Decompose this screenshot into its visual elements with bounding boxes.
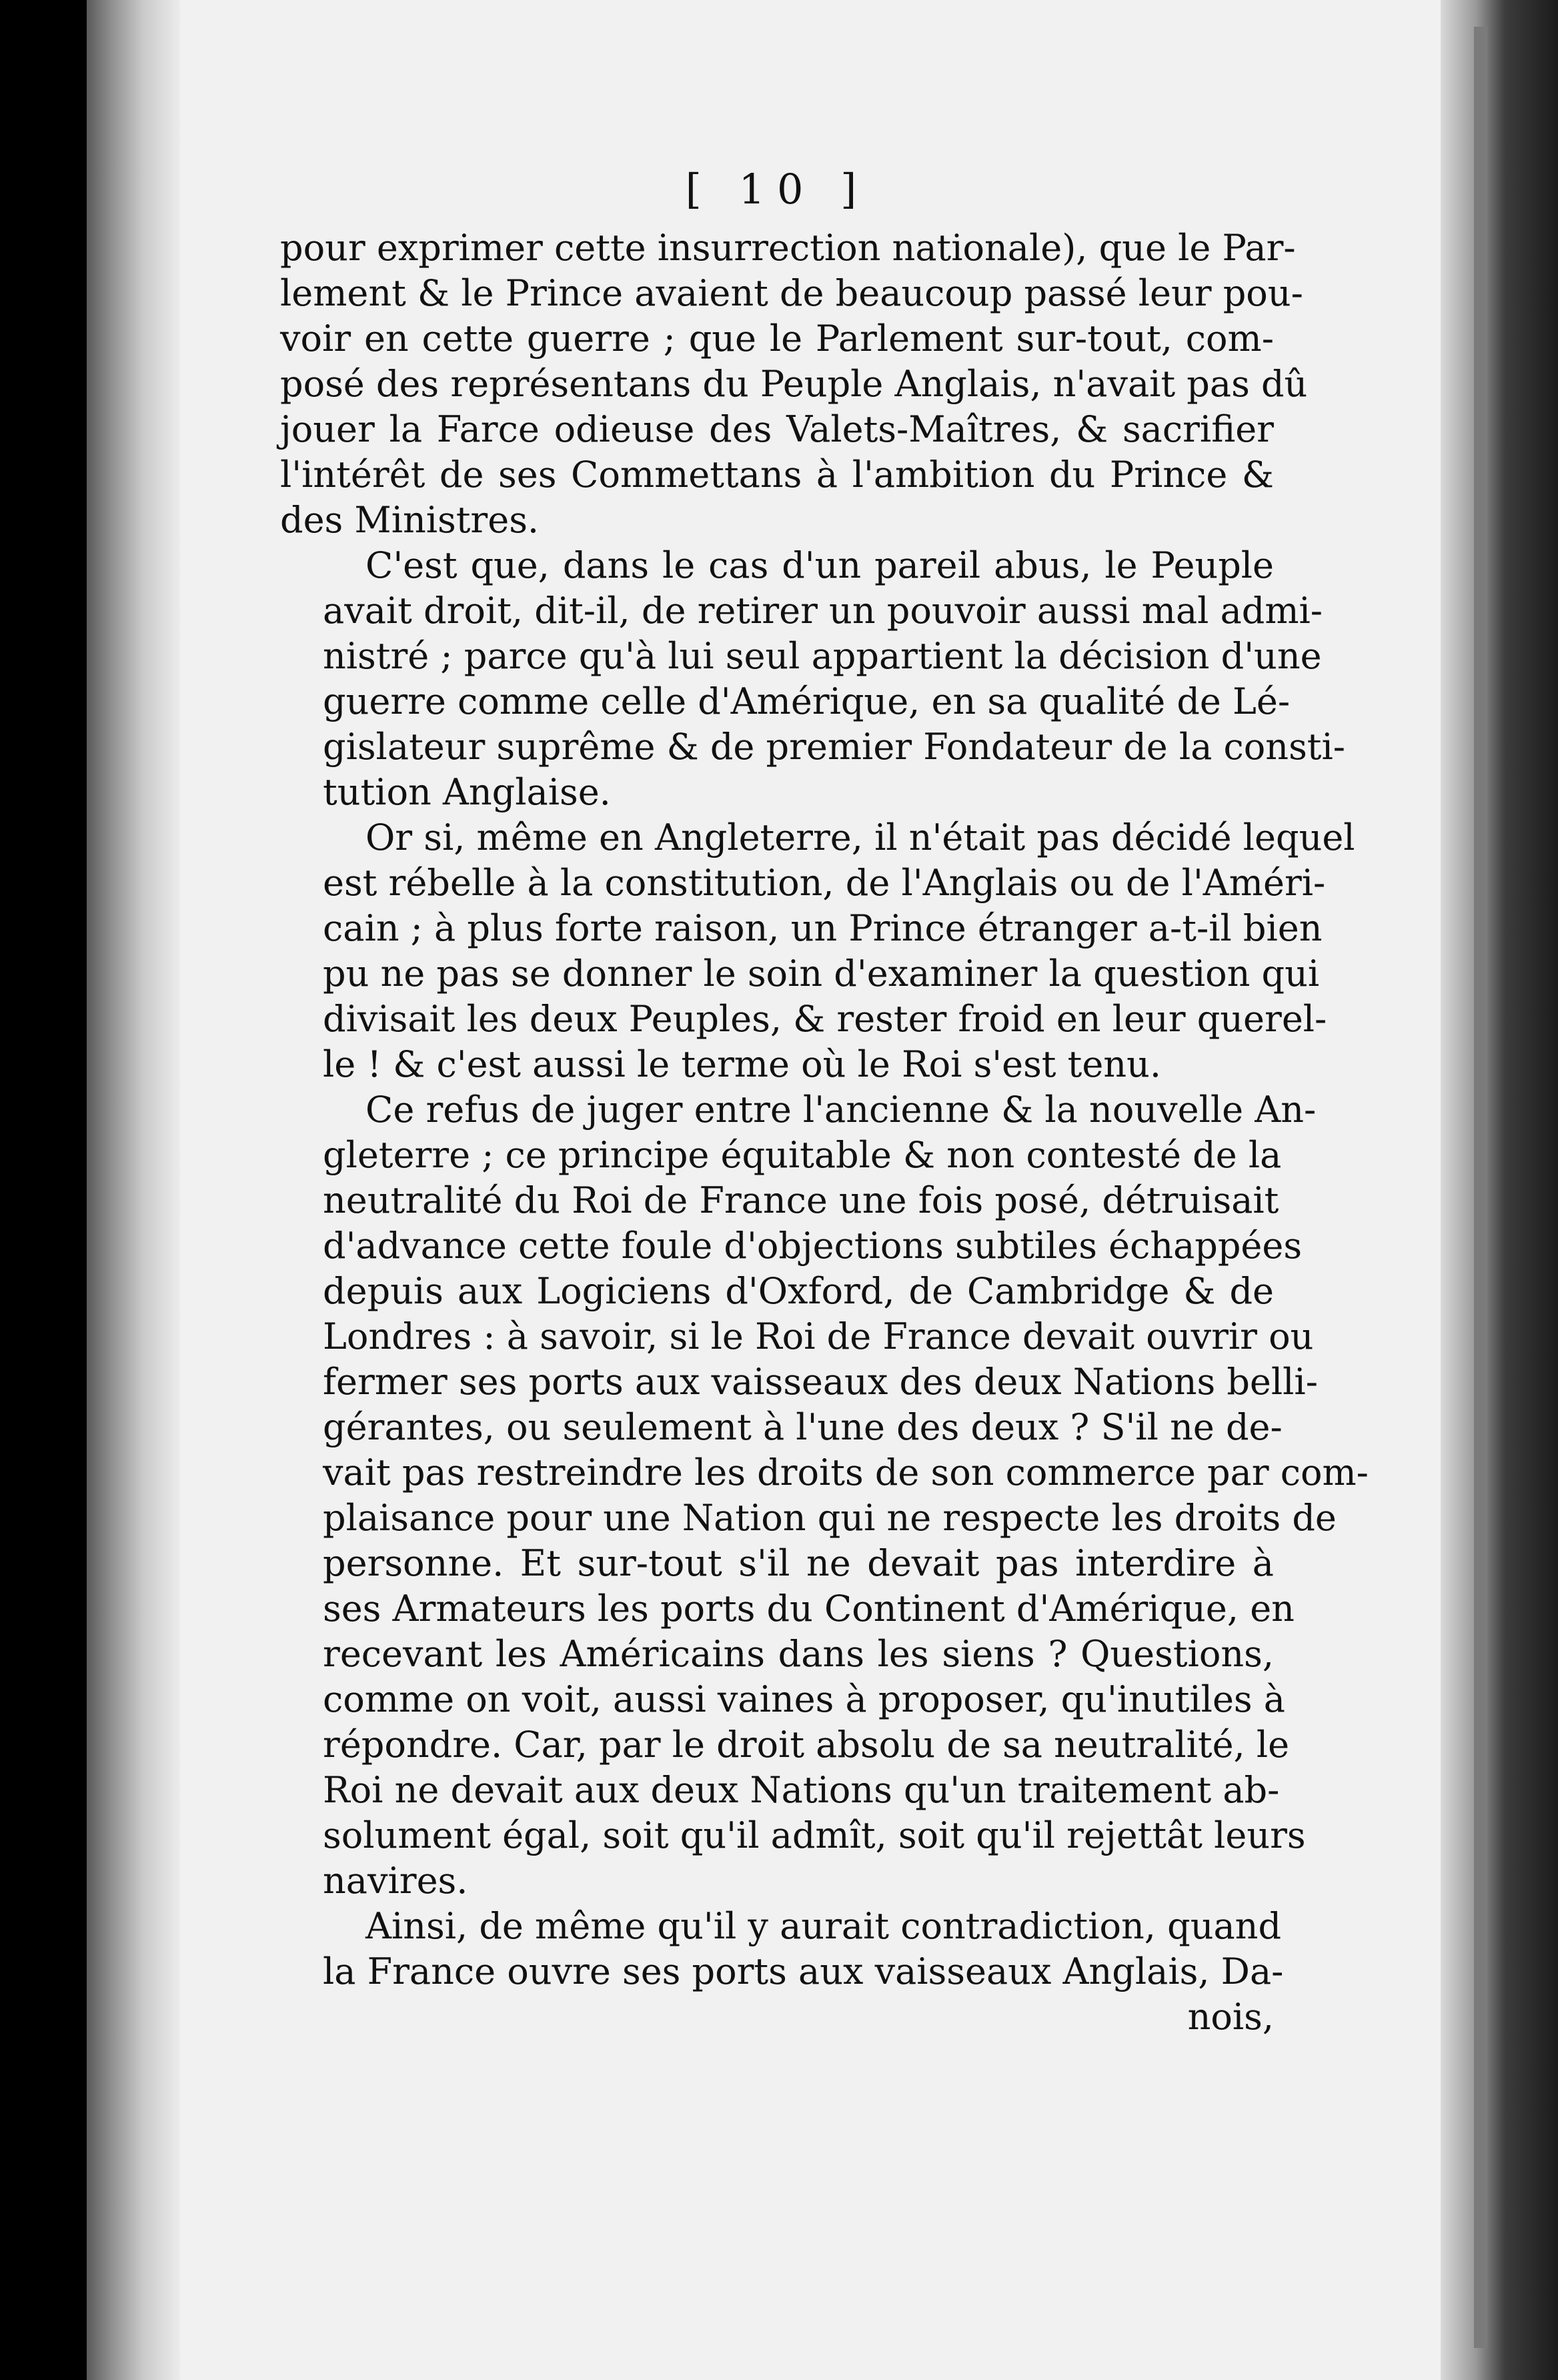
paragraph <box>280 1087 1369 1904</box>
text-line: est rébelle à la constitution, de l'Anglais ou de l'Améri- <box>323 862 1326 904</box>
paragraph <box>280 815 1355 1087</box>
page-text <box>280 165 1369 2040</box>
next-page-edge <box>1474 27 1487 2348</box>
text-line: pour exprimer cette insurrection nationale), que le Par- <box>280 227 1296 269</box>
text-line: ses Armateurs les ports du Continent d'Amérique, en <box>323 1588 1295 1630</box>
paragraph <box>280 1904 1284 1994</box>
text-line: solument égal, soit qu'il admît, soit qu'il rejettât leurs <box>323 1814 1306 1856</box>
text-line: d'advance cette foule d'objections subtiles échappées <box>323 1225 1303 1267</box>
text-line: fermer ses ports aux vaisseaux des deux Nations belli- <box>323 1361 1318 1403</box>
text-line: divisait les deux Peuples, & rester froid en leur querel- <box>323 998 1327 1040</box>
text-line: l'intérêt de ses Commettans à l'ambition du Prince & <box>280 454 1274 496</box>
binding-gutter <box>87 0 180 2380</box>
text-line: recevant les Américains dans les siens ? Questions, <box>323 1633 1274 1675</box>
text-line: lement & le Prince avaient de beaucoup passé leur pou- <box>280 272 1303 314</box>
text-line: tution Anglaise. <box>323 771 611 813</box>
text-line: pu ne pas se donner le soin d'examiner la question qui <box>323 953 1320 995</box>
scan-right-border <box>1441 0 1558 2380</box>
text-line: des Ministres. <box>280 499 540 541</box>
text-line: neutralité du Roi de France une fois posé, détruisait <box>323 1179 1279 1221</box>
text-line: C'est que, dans le cas d'un pareil abus, le Peuple <box>365 544 1274 586</box>
text-line: gislateur suprême & de premier Fondateur de la consti- <box>323 726 1346 768</box>
text-line: avait droit, dit-il, de retirer un pouvoir aussi mal admi- <box>323 590 1323 632</box>
text-line: depuis aux Logiciens d'Oxford, de Cambridge & de <box>323 1270 1274 1312</box>
text-line: gérantes, ou seulement à l'une des deux ? S'il ne de- <box>323 1406 1283 1448</box>
text-line: personne. Et sur-tout s'il ne devait pas interdire à <box>323 1542 1274 1584</box>
text-line: répondre. Car, par le droit absolu de sa neutralité, le <box>323 1724 1290 1766</box>
page-number: [ 10 ] <box>685 165 869 213</box>
catchword: nois, <box>1187 1996 1274 2038</box>
text-line: jouer la Farce odieuse des Valets-Maîtres, & sacrifier <box>280 408 1274 450</box>
paragraph <box>280 225 1308 543</box>
text-line: cain ; à plus forte raison, un Prince étranger a-t-il bien <box>323 907 1323 949</box>
text-line: Ce refus de juger entre l'ancienne & la nouvelle An- <box>365 1089 1317 1131</box>
text-line: voir en cette guerre ; que le Parlement sur-tout, com- <box>280 318 1274 360</box>
text-line: guerre comme celle d'Amérique, en sa qualité de Lé- <box>323 680 1291 722</box>
text-line: gleterre ; ce principe équitable & non contesté de la <box>323 1134 1282 1176</box>
body-text <box>280 225 1369 1994</box>
scan-left-border <box>0 0 87 2380</box>
paragraph <box>280 543 1346 815</box>
text-line: plaisance pour une Nation qui ne respecte les droits de <box>323 1497 1337 1539</box>
text-line: posé des représentans du Peuple Anglais, n'avait pas dû <box>280 363 1308 405</box>
text-line: navires. <box>323 1860 468 1902</box>
text-line: Ainsi, de même qu'il y aurait contradiction, quand <box>365 1905 1282 1947</box>
text-line: comme on voit, aussi vaines à proposer, qu'inutiles à <box>323 1678 1285 1720</box>
text-line: la France ouvre ses ports aux vaisseaux Anglais, Da- <box>323 1950 1284 1992</box>
text-line: le ! & c'est aussi le terme où le Roi s'est tenu. <box>323 1043 1162 1085</box>
text-line: Londres : à savoir, si le Roi de France devait ouvrir ou <box>323 1315 1314 1357</box>
text-line: Roi ne devait aux deux Nations qu'un traitement ab- <box>323 1769 1280 1811</box>
text-line: Or si, même en Angleterre, il n'était pas décidé lequel <box>365 816 1355 858</box>
text-line: nistré ; parce qu'à lui seul appartient la décision d'une <box>323 635 1322 677</box>
text-line: vait pas restreindre les droits de son commerce par com- <box>323 1451 1369 1494</box>
